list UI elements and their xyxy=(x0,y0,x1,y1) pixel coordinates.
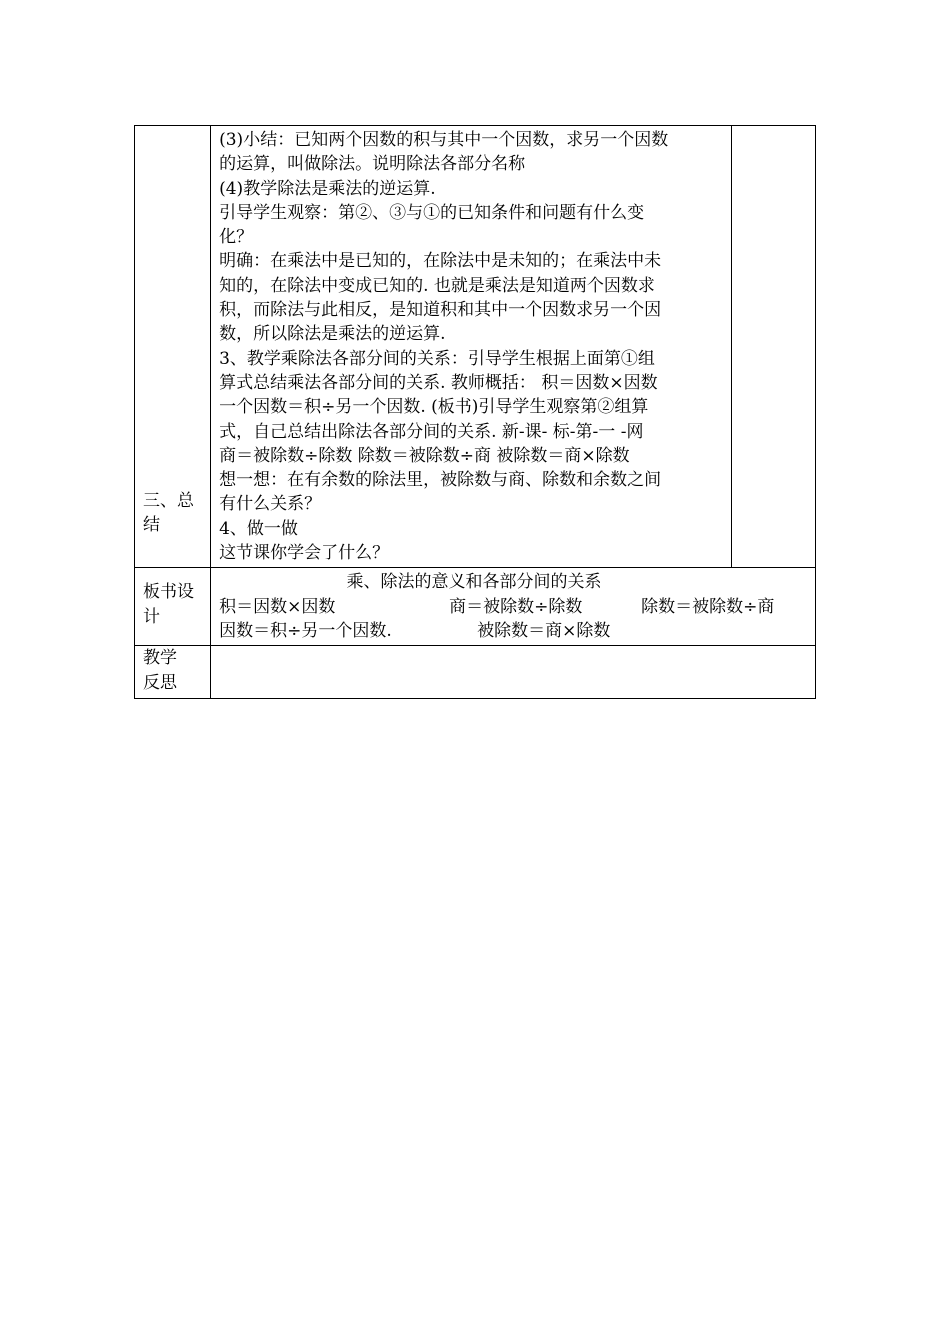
summary-row xyxy=(135,126,816,568)
summary-text-line: 引导学生观察：第②、③与①的已知条件和问题有什么变 xyxy=(219,202,645,223)
reflection-row xyxy=(135,646,816,699)
summary-text-line: 知的，在除法中变成已知的. 也就是乘法是知道两个因数求 xyxy=(219,275,655,296)
summary-text-line: 明确：在乘法中是已知的，在除法中是未知的；在乘法中未 xyxy=(219,251,662,272)
summary-notes-cell xyxy=(731,126,815,568)
board-label-line2: 计 xyxy=(143,606,160,627)
formula-factor: 因数＝积÷另一个因数. xyxy=(219,620,392,641)
summary-label-line2: 结 xyxy=(143,515,160,536)
summary-text-line: 想一想：在有余数的除法里，被除数与商、除数和余数之间 xyxy=(219,470,662,491)
summary-text-line: 3、教学乘除法各部分间的关系：引导学生根据上面第①组 xyxy=(219,348,655,369)
summary-text-line: 化？ xyxy=(219,227,254,248)
board-label-line1: 板书设 xyxy=(143,582,194,603)
reflection-label-cell xyxy=(135,646,211,699)
summary-text-line: 4、做一做 xyxy=(219,518,298,539)
summary-text-line: 数，所以除法是乘法的逆运算. xyxy=(219,324,446,345)
summary-text-line: 有什么关系？ xyxy=(219,494,322,515)
summary-text-line: 算式总结乘法各部分间的关系. 教师概括： 积＝因数×因数 xyxy=(219,372,658,393)
board-formula-row-1 xyxy=(219,595,809,619)
summary-text-line: 式，自己总结出除法各部分间的关系. 新-课- 标-第-一 -网 xyxy=(219,421,644,442)
board-design-row xyxy=(135,568,816,646)
summary-label-line1: 三、总 xyxy=(143,490,194,511)
reflection-label-line2: 反思 xyxy=(143,672,177,693)
formula-quotient: 商＝被除数÷除数 xyxy=(449,596,583,617)
summary-content-cell xyxy=(211,126,732,568)
reflection-label-line1: 教学 xyxy=(143,648,177,669)
summary-text-line: 积，而除法与此相反，是知道积和其中一个因数求另一个因 xyxy=(219,300,662,321)
summary-label-cell xyxy=(135,126,211,568)
formula-dividend: 被除数＝商×除数 xyxy=(477,620,611,641)
formula-divisor: 除数＝被除数÷商 xyxy=(641,596,775,617)
summary-text-line: 这节课你学会了什么？ xyxy=(219,543,390,564)
summary-text-line: (4)教学除法是乘法的逆运算. xyxy=(219,178,436,199)
summary-text-line: 商＝被除数÷除数 除数＝被除数÷商 被除数＝商×除数 xyxy=(219,445,630,466)
summary-text-line: (3)小结：已知两个因数的积与其中一个因数，求另一个因数 xyxy=(219,130,669,150)
lesson-plan-table xyxy=(134,125,816,699)
board-title: 乘、除法的意义和各部分间的关系 xyxy=(346,572,602,593)
summary-text-line: 的运算，叫做除法。说明除法各部分名称 xyxy=(219,154,526,175)
reflection-content-cell xyxy=(211,646,816,699)
board-content-cell xyxy=(211,568,816,646)
board-formula-row-2 xyxy=(219,619,809,643)
formula-product: 积＝因数×因数 xyxy=(219,596,336,617)
summary-text-line: 一个因数＝积÷另一个因数. (板书)引导学生观察第②组算 xyxy=(219,397,649,418)
board-label-cell xyxy=(135,568,211,646)
